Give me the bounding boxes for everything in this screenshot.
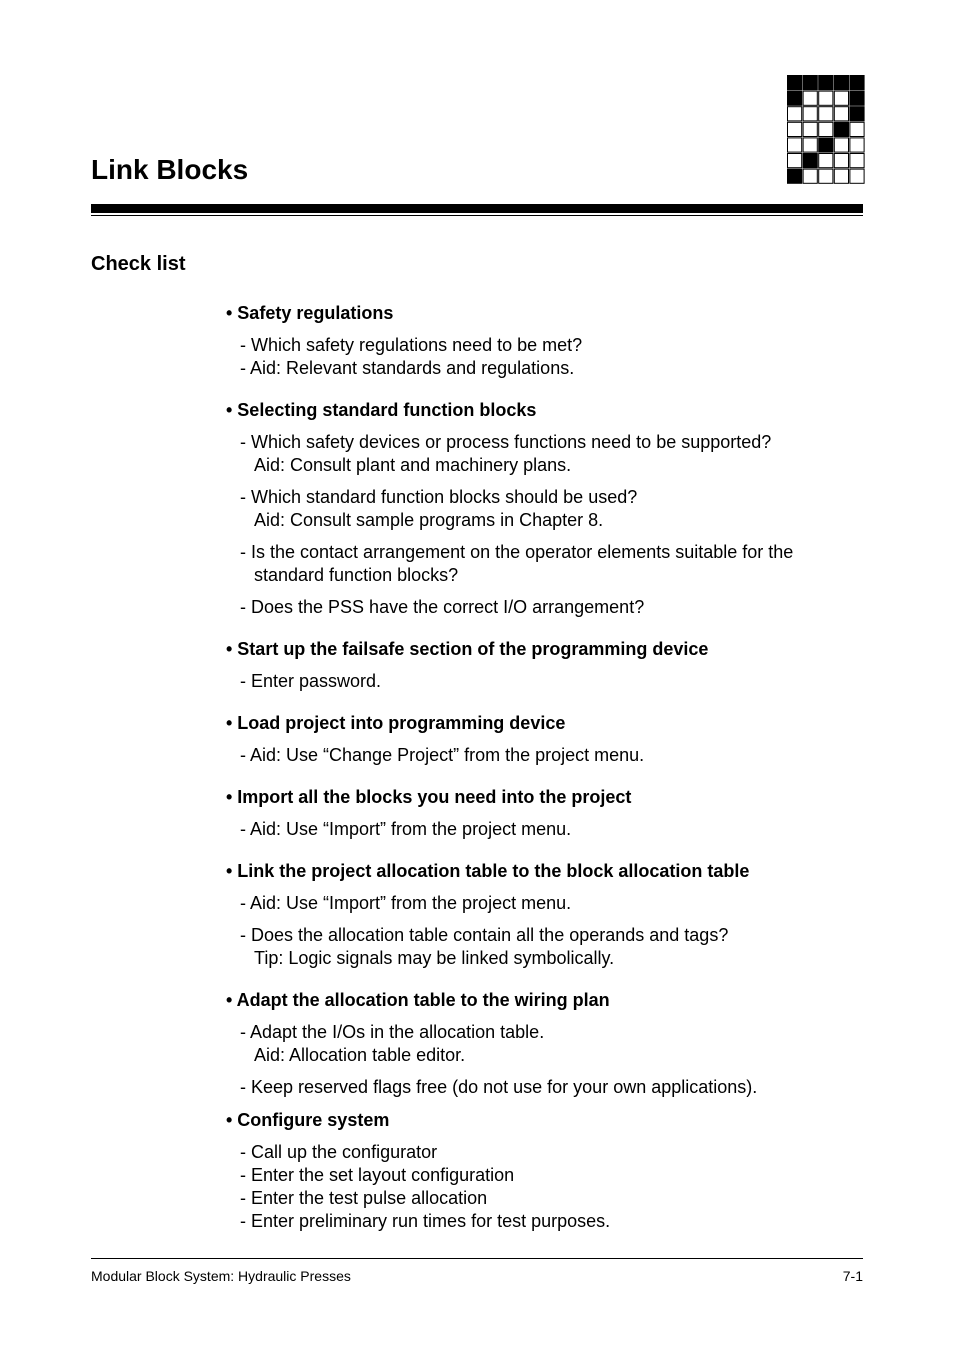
checklist-heading: • Adapt the allocation table to the wiring plan bbox=[226, 990, 610, 1010]
section-title: Check list bbox=[91, 253, 186, 275]
checklist-heading: • Start up the failsafe section of the programming device bbox=[226, 639, 709, 659]
page-title: Link Blocks bbox=[91, 154, 249, 185]
checklist-line: - Enter preliminary run times for test purposes. bbox=[240, 1211, 611, 1231]
checklist-line: - Which safety devices or process functions need to be supported? bbox=[240, 432, 772, 452]
checklist-line: - Does the allocation table contain all the operands and tags? bbox=[240, 925, 729, 945]
checklist-line: standard function blocks? bbox=[254, 565, 459, 585]
header-rule-thin bbox=[91, 215, 863, 216]
checklist-heading: • Safety regulations bbox=[226, 303, 394, 323]
checklist-line: - Is the contact arrangement on the operator elements suitable for the bbox=[240, 542, 794, 562]
grid-logo-icon bbox=[787, 75, 865, 185]
checklist-line: Aid: Consult sample programs in Chapter 8. bbox=[254, 510, 604, 530]
checklist-line: - Enter the test pulse allocation bbox=[240, 1188, 488, 1208]
checklist-line: - Aid: Use “Change Project” from the project menu. bbox=[240, 745, 645, 765]
checklist-heading: • Link the project allocation table to the block allocation table bbox=[226, 861, 750, 881]
checklist-line: - Aid: Use “Import” from the project menu. bbox=[240, 893, 572, 913]
checklist-line: Aid: Consult plant and machinery plans. bbox=[254, 455, 572, 475]
checklist-line: - Which safety regulations need to be met? bbox=[240, 335, 583, 355]
checklist-line: - Call up the configurator bbox=[240, 1142, 438, 1162]
checklist-line: Tip: Logic signals may be linked symbolically. bbox=[254, 948, 615, 968]
checklist-line: - Aid: Relevant standards and regulations. bbox=[240, 358, 575, 378]
page-number: 7-1 bbox=[842, 1268, 863, 1284]
checklist-line: - Keep reserved flags free (do not use for your own applications). bbox=[240, 1077, 758, 1097]
checklist-line: - Adapt the I/Os in the allocation table. bbox=[240, 1022, 545, 1042]
checklist-line: - Which standard function blocks should be used? bbox=[240, 487, 638, 507]
footer-rule bbox=[91, 1258, 863, 1259]
checklist-heading: • Load project into programming device bbox=[226, 713, 566, 733]
checklist-line: - Does the PSS have the correct I/O arrangement? bbox=[240, 597, 645, 617]
checklist-heading: • Configure system bbox=[226, 1110, 390, 1130]
checklist-heading: • Selecting standard function blocks bbox=[226, 400, 537, 420]
footer-title: Modular Block System: Hydraulic Presses bbox=[91, 1268, 351, 1284]
checklist-line: - Enter the set layout configuration bbox=[240, 1165, 515, 1185]
checklist-line: Aid: Allocation table editor. bbox=[254, 1045, 466, 1065]
checklist-line: - Aid: Use “Import” from the project menu. bbox=[240, 819, 572, 839]
checklist-heading: • Import all the blocks you need into the project bbox=[226, 787, 632, 807]
checklist-line: - Enter password. bbox=[240, 671, 382, 691]
header-rule-thick bbox=[91, 204, 863, 213]
